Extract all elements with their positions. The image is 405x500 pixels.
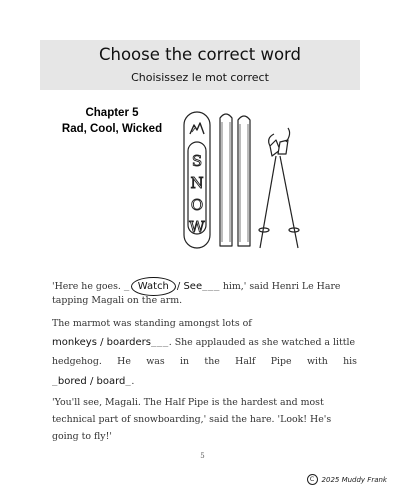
ski-pole-right [280,156,298,248]
passage-line: 'You'll see, Magali. The Half Pipe is the hardest and most [52,397,324,408]
chapter-title: Rad, Cool, Wicked [61,123,163,135]
title-banner [40,40,360,90]
chapter-heading [54,105,170,137]
passage-line: 'Here he goes. _ Watch / See___ him,' said Henri Le Hare [52,277,340,296]
board-letter: S [191,152,203,170]
page-subtitle: Choisissez le mot correct [131,71,269,84]
board-letter: W [189,218,205,236]
board-letter: N [190,174,204,192]
copyright-notice [307,474,387,485]
board-letter: O [190,196,204,214]
copyright-icon: C [307,474,318,485]
passage-line: technical part of snowboarding,' said the hare. 'Look! He's [52,414,332,425]
page-title: Choose the correct word [98,45,302,64]
copyright-text: 2025 Muddy Frank [321,475,387,484]
passage-line: _bored / board_. [52,376,135,387]
passage-line: monkeys / boarders___. She applauded as she watched a little [52,337,356,348]
answer-choice[interactable]: monkeys / boarders [52,337,151,348]
ski-pole-left [260,156,276,248]
passage-line: tapping Magali on the arm. [52,295,183,306]
answer-choice[interactable]: bored / board [57,376,126,387]
mountain-logo-icon [190,123,204,134]
page-number: 5 [200,452,205,460]
answer-choice[interactable]: / See [176,281,203,292]
passage-line: The marmot was standing amongst lots of [52,318,252,329]
chapter-number: Chapter 5 [85,107,139,119]
passage-line: going to fly!' [52,431,112,442]
snowboard-skis-illustration [178,108,338,258]
passage-line: hedgehog. He was in the Half Pipe with his [52,356,357,367]
circled-answer[interactable]: Watch [131,277,176,296]
